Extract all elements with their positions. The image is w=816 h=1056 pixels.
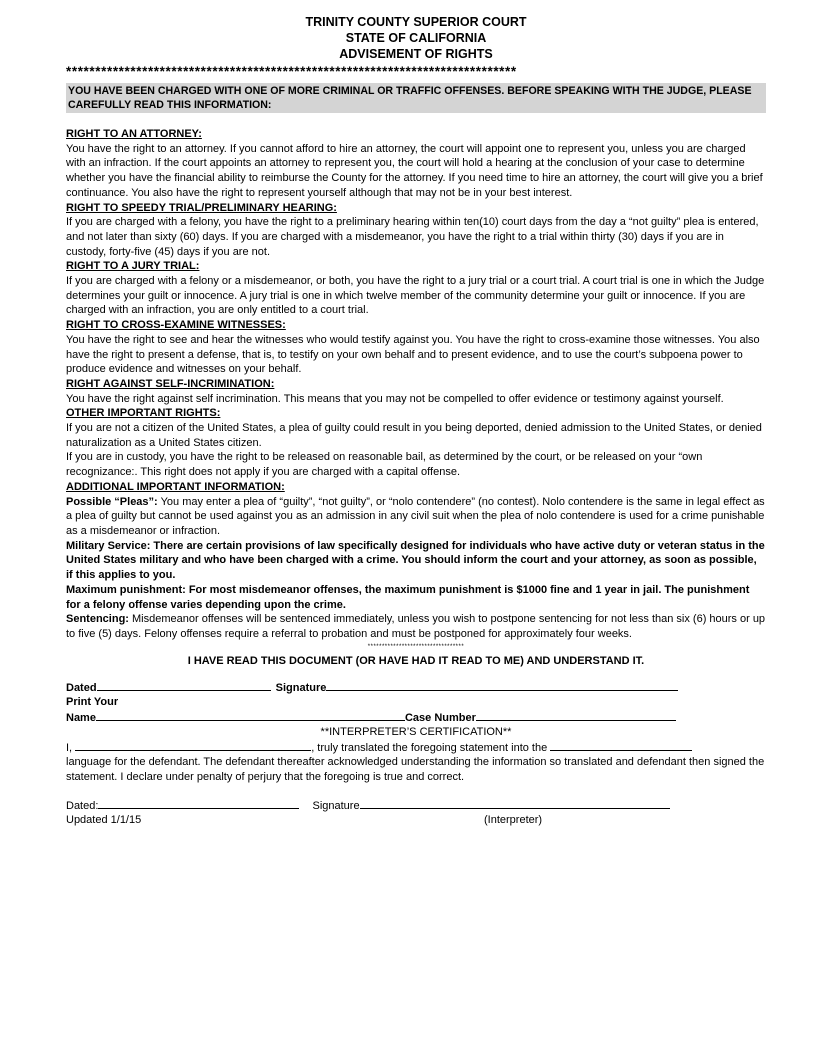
footer-row: [66, 813, 766, 828]
section-text-custody: If you are in custody, you have the right to be released on reasonable bail, as determined by the court, or be released on your “own recognizance:. This right does not apply if you are charged with a capital offense.: [66, 451, 703, 479]
section-title-speedy-trial: RIGHT TO SPEEDY TRIAL/PRELIMINARY HEARING:: [66, 201, 337, 214]
pleas-text: You may enter a plea of “guilty”, “not guilty”, or “nolo contendere” (no contest). Nolo contendere is the same in legal effect as a plea of guilty but cannot be used against you as an admission in any civil suit when the plea of nolo contendere is used for a crime punishable as a misdemeanor or infraction.: [66, 495, 765, 537]
signature-field[interactable]: [326, 680, 678, 691]
interpreter-name-field[interactable]: [75, 740, 311, 751]
section-text-citizenship: If you are not a citizen of the United States, a plea of guilty could result in you being deported, denied admission to the United States, or denied naturalization as a United States citizen.: [66, 422, 762, 449]
military-service-text: Military Service: There are certain provisions of law specifically designed for individuals who have active duty or veteran status in the United States military and who have been charged with a crime. You should inform the court and your attorney, as soon as possible, if this applies to you.: [66, 539, 765, 582]
section-text-speedy-trial: If you are charged with a felony, you have the right to a preliminary hearing within ten(10) court days from the day a “not guilty” plea is entered, and not later than sixty (60) days. If you are charged with a misdemeanor, you have the right to a trial within thirty (30) days if you are in custody, forty-five (45) days if you are not.: [66, 216, 759, 258]
pleas-label: Possible “Pleas”:: [66, 495, 158, 508]
maximum-punishment-text: Maximum punishment: For most misdemeanor offenses, the maximum punishment is $1000 fine and 1 year in jail. The punishment for a felony offense varies depending upon the crime.: [66, 583, 750, 611]
pleas-paragraph: [66, 495, 766, 539]
acknowledgement-statement: I HAVE READ THIS DOCUMENT (OR HAVE HAD IT READ TO ME) AND UNDERSTAND IT.: [187, 654, 645, 667]
language-field[interactable]: [550, 740, 692, 751]
dated-signature-row: [66, 680, 766, 696]
interpreter-i-label: I,: [66, 741, 73, 754]
name-field[interactable]: [96, 710, 405, 721]
dated-field[interactable]: [97, 680, 271, 691]
section-title-cross-examine: RIGHT TO CROSS-EXAMINE WITNESSES:: [66, 319, 286, 332]
interpreter-signature-label: Signature: [312, 799, 360, 812]
name-case-row: [66, 710, 766, 726]
dated-label: Dated: [66, 681, 97, 694]
interpreter-body: language for the defendant. The defendant thereafter acknowledged understanding the information so translated and defendant then signed the statement. I declare under penalty of perjury that the foregoing is true and correct.: [66, 756, 765, 784]
interpreter-certification-title: **INTERPRETER’S CERTIFICATION**: [320, 726, 512, 739]
mini-star-divider: **********************************: [367, 643, 465, 650]
interpreter-signature-field[interactable]: [360, 798, 670, 809]
interpreter-caption: (Interpreter): [484, 814, 543, 827]
section-text-self-incrimination: You have the right against self incrimination. This means that you may not be compelled to offer evidence or testimony against yourself.: [66, 392, 724, 405]
interpreter-dated-label: Dated:: [66, 799, 99, 812]
state-name: STATE OF CALIFORNIA: [345, 31, 487, 45]
interpreter-dated-signature-row: [66, 798, 766, 814]
rights-body: [66, 127, 766, 828]
sentencing-text: Misdemeanor offenses will be sentenced immediately, unless you wish to postpone sentencing for not less than six (6) hours or up to five (5) days. Felony offenses require a referral to probation and must be postponed for approximately four weeks.: [66, 613, 766, 640]
updated-date: Updated 1/1/15: [66, 814, 142, 827]
section-title-attorney: RIGHT TO AN ATTORNEY:: [66, 128, 202, 140]
name-label: Name: [66, 711, 96, 724]
case-number-label: Case Number: [404, 711, 476, 724]
star-divider: *****************************************************************************: [66, 66, 517, 79]
interpreter-statement-row: [66, 740, 766, 756]
section-text-jury-trial: If you are charged with a felony or a misdemeanor, or both, you have the right to a jury trial or a court trial. A court trial is one in which the Judge determines your guilt or innocence. A jury trial is one in which twelve member of the community determine your guilt or innocence. If you are charged with an infraction, you are only entitled to a court trial.: [66, 275, 765, 317]
section-text-attorney: You have the right to an attorney. If you cannot afford to hire an attorney, the court will appoint one to represent you, unless you are charged with an infraction. If the court appoints an attorney to represent you, the court will hold a hearing at the conclusion of your case to determine whether you have the financial ability to reimburse the County for the attorney. If you need time to hire an attorney, the court will give you a brief continuance. You also have the right to represent yourself although that may not be in your best interest.: [66, 142, 763, 199]
warning-banner: YOU HAVE BEEN CHARGED WITH ONE OF MORE CRIMINAL OR TRAFFIC OFFENSES. BEFORE SPEAKING WITH THE JUDGE, PLEASE CAREFULLY READ THIS INFORMATION:: [66, 83, 766, 113]
interpreter-dated-field[interactable]: [98, 798, 299, 809]
interpreter-truly-text: , truly translated the foregoing statement into the: [311, 741, 548, 754]
document-page: [66, 14, 766, 828]
section-title-other-rights: OTHER IMPORTANT RIGHTS:: [66, 407, 221, 420]
signature-label: Signature: [275, 681, 327, 694]
court-name: TRINITY COUNTY SUPERIOR COURT: [305, 15, 527, 29]
section-text-cross-examine: You have the right to see and hear the witnesses who would testify against you. You have the right to cross-examine those witnesses. You also have the right to present a defense, that is, to testify on your own behalf and to present evidence, and to use the court’s subpoena power to produce evidence and witnesses on your behalf.: [66, 333, 760, 376]
section-title-additional: ADDITIONAL IMPORTANT INFORMATION:: [66, 480, 285, 493]
case-number-field[interactable]: [476, 710, 676, 721]
section-title-jury-trial: RIGHT TO A JURY TRIAL:: [66, 260, 200, 273]
sentencing-label: Sentencing:: [66, 613, 129, 626]
print-your-label: Print Your: [66, 696, 119, 709]
section-title-self-incrimination: RIGHT AGAINST SELF-INCRIMINATION:: [66, 377, 275, 390]
sentencing-paragraph: [66, 612, 766, 641]
document-title: ADVISEMENT OF RIGHTS: [339, 47, 493, 61]
